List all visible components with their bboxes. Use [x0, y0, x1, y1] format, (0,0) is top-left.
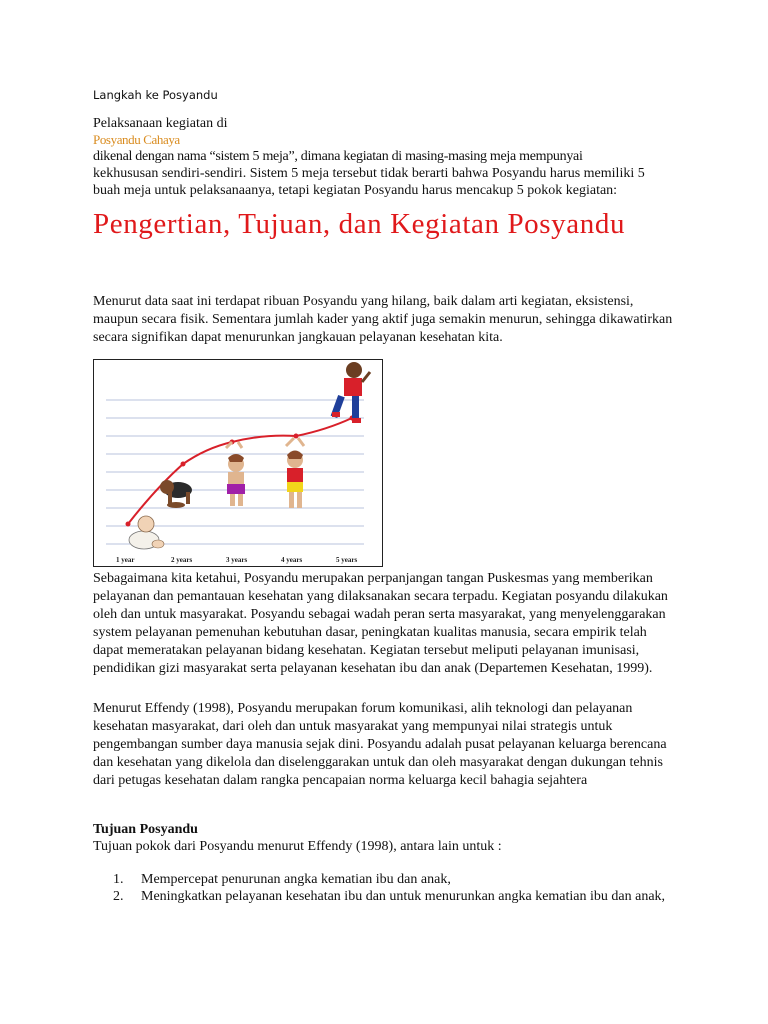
page-title: Pengertian, Tujuan, dan Kegiatan Posyandu: [93, 208, 626, 240]
curve-point: [126, 522, 131, 527]
crawling-child-figure: [160, 480, 192, 508]
paragraph-3: Menurut Effendy (1998), Posyandu merupakan forum komunikasi, alih teknologi dan pelayanan kesehatan masyarakat, dari oleh dan untuk masyarakat yang mempunyai nilai strategis untuk pengembangan sumber daya manusia sejak dini. Posyandu adalah pusat pelayanan keluarga berencana dan kesehatan yang dikelola dan diselenggarakan untuk dan oleh masyarakat dengan dukungan tehnis dari petugas kesehatan dalam rangka pencapaian norma keluarga kecil bahagia sejahtera: [93, 701, 667, 788]
list-item: [93, 871, 673, 888]
list-number: 1.: [113, 872, 124, 887]
curve-point: [181, 462, 186, 467]
list-item: [93, 888, 673, 905]
climbing-child-figure: [331, 362, 370, 423]
x-label: 5 years: [336, 556, 358, 564]
list-text: Meningkatkan pelayanan kesehatan ibu dan untuk menurunkan angka kematian ibu dan anak,: [141, 889, 666, 904]
infant-lying-figure: [129, 516, 164, 549]
x-label: 3 years: [226, 556, 248, 564]
paragraph-1: Menurut data saat ini terdapat ribuan Posyandu yang hilang, baik dalam arti kegiatan, eksistensi, maupun secara fisik. Sementara jumlah kader yang aktif juga semakin menurun, sehingga dikawatirkan secara signifikan dapat menurunkan jangkauan pelayanan kesehatan kita.: [93, 294, 673, 345]
small-heading: Langkah ke Posyandu: [93, 88, 218, 102]
list-text: Mempercepat penurunan angka kematian ibu dan anak,: [141, 872, 451, 887]
curve-point: [294, 434, 299, 439]
intro-rest-text: kekhususan sendiri-sendiri. Sistem 5 meja tersebut tidak berarti bahwa Posyandu harus memiliki 5 buah meja untuk pelaksanaanya, tetapi kegiatan Posyandu harus mencakup 5 pokok kegiatan:: [93, 166, 645, 198]
intro-paragraph: [93, 148, 673, 199]
paragraph-4: Tujuan pokok dari Posyandu menurut Effendy (1998), antara lain untuk :: [93, 839, 502, 854]
x-axis-labels: [116, 556, 357, 564]
paragraph-2: Sebagaimana kita ketahui, Posyandu merupakan perpanjangan tangan Puskesmas yang memberikan pelayanan dan pemantauan kesehatan yang dilaksanakan secara terpadu. Kegiatan posyandu dilakukan oleh dan untuk masyarakat. Posyandu sebagai wadah peran serta masyarakat, yang menyelenggarakan system pelayanan pemenuhan kebutuhan dasar, peningkatan kualitas manusia, secara empirik telah dapat memeratakan pelayanan bidang kesehatan. Kegiatan tersebut meliputi pelayanan imunisasi, pendidikan gizi masyarakat serta pelayanan kesehatan ibu dan anak (Departemen Kesehatan, 1999).: [93, 571, 668, 676]
growth-illustration: [93, 359, 383, 567]
section-heading-tujuan: Tujuan Posyandu: [93, 822, 198, 837]
posyandu-cahaya-link[interactable]: Posyandu Cahaya: [93, 132, 180, 147]
tujuan-list: [93, 871, 673, 905]
standing-child-figure-purple: [226, 442, 245, 506]
intro-line: Pelaksanaan kegiatan di: [93, 116, 228, 131]
growth-chart-svg: [94, 360, 382, 566]
x-label: 1 year: [116, 556, 135, 564]
x-label: 4 years: [281, 556, 303, 564]
intro-condensed-text: dikenal dengan nama “sistem 5 meja”, dimana kegiatan di masing-masing meja mempunyai: [93, 149, 583, 164]
standing-child-figure-yellow: [286, 438, 304, 508]
x-label: 2 years: [171, 556, 193, 564]
list-number: 2.: [113, 889, 124, 904]
